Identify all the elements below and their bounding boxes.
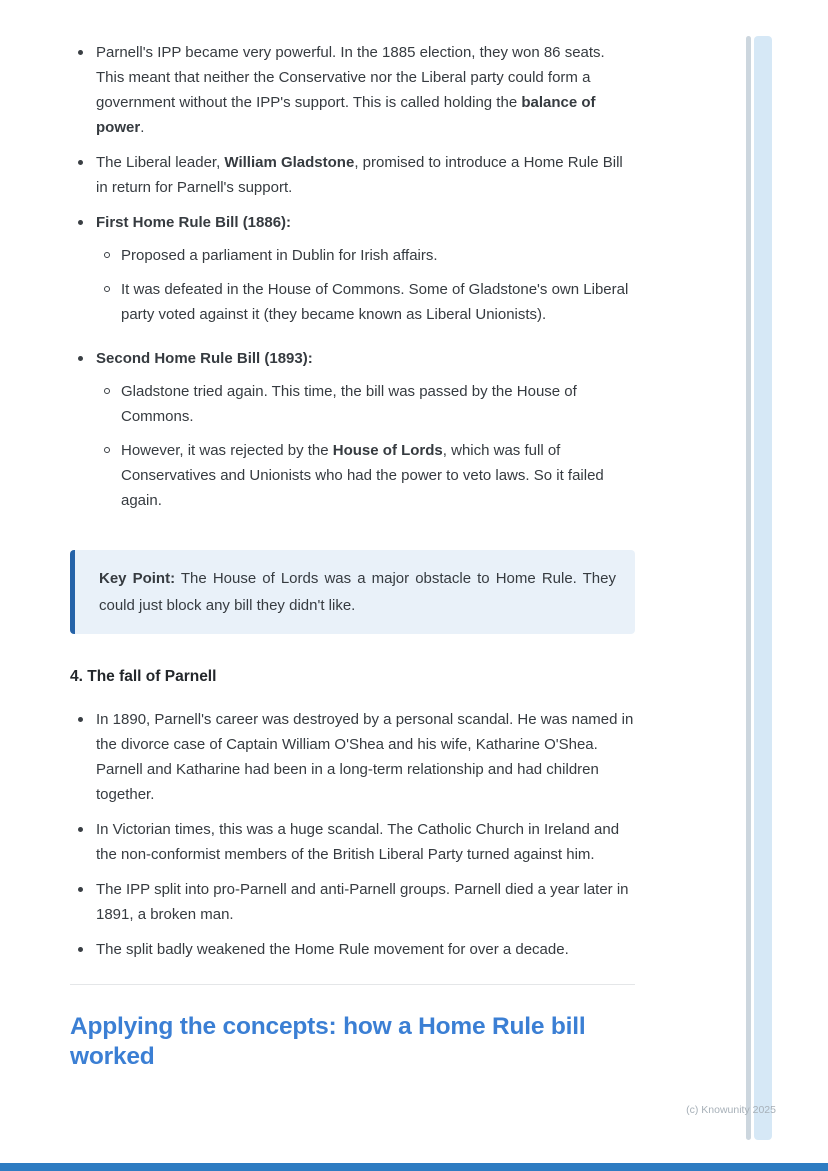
bold-text-run: William Gladstone [224, 154, 355, 171]
scrollbar-thumb[interactable] [746, 36, 751, 1140]
list-item-content [121, 379, 635, 429]
text-run: In 1890, Parnell's career was destroyed by a personal scandal. He was named in the divorce case of Captain William O'Shea and his wife, Katharine O'Shea. Parnell and Katharine had been in a long-term relationship and had children together. [96, 711, 634, 803]
list-item [104, 379, 635, 429]
list-item-text [121, 277, 635, 327]
section-heading-fall-of-parnell: 4. The fall of Parnell [70, 668, 217, 685]
bullet-disc-icon [78, 887, 83, 892]
list-item [78, 707, 635, 807]
watermark: (c) Knowunity 2025 [686, 1104, 776, 1116]
key-point-callout [70, 550, 635, 634]
list-item-text [96, 937, 635, 962]
list-item-text [96, 40, 635, 140]
list-item-text [96, 707, 635, 807]
bullet-circle-icon [104, 447, 110, 453]
text-run: It was defeated in the House of Commons. Some of Gladstone's own Liberal party voted against it (they became known as Liberal Unionists). [121, 281, 629, 323]
list-item [104, 243, 635, 268]
list-item-content [96, 40, 635, 140]
bold-text-run: Second Home Rule Bill (1893): [96, 350, 313, 367]
text-run: The Liberal leader, [96, 154, 225, 171]
list-item-content [96, 346, 635, 522]
list-item-content [96, 210, 635, 336]
list-item [104, 277, 635, 327]
list-item-text [121, 438, 635, 513]
bullet-disc-icon [78, 827, 83, 832]
list-item-text [96, 346, 635, 371]
text-run: However, it was rejected by the [121, 442, 333, 459]
bullet-circle-icon [104, 286, 110, 292]
bullet-list-home-rule [70, 40, 635, 522]
list-item-text [121, 243, 635, 268]
list-item-content [121, 277, 635, 327]
list-item [78, 877, 635, 927]
list-item [78, 150, 635, 200]
text-run: Parnell's IPP became very powerful. In the 1885 election, they won 86 seats. This meant that neither the Conservative nor the Liberal party could form a government without the IPP's support. This is called holding the [96, 44, 605, 111]
text-run: . [140, 119, 145, 136]
page-edge-strip [754, 36, 772, 1140]
text-run: Gladstone tried again. This time, the bill was passed by the House of Commons. [121, 383, 577, 425]
list-item [78, 817, 635, 867]
list-item-content [96, 937, 635, 962]
bold-text-run: First Home Rule Bill (1886): [96, 214, 292, 231]
list-item-content [121, 243, 635, 268]
text-run: The House of Lords was a major obstacle to Home Rule. They could just block any bill they didn't like. [99, 570, 616, 614]
list-item-content [96, 817, 635, 867]
list-item [104, 438, 635, 513]
bold-text-run: House of Lords [332, 442, 443, 459]
text-run: Proposed a parliament in Dublin for Irish affairs. [121, 247, 438, 264]
sub-bullet-list [104, 243, 635, 327]
bold-text-run: Key Point: [99, 570, 176, 587]
list-item-content [96, 150, 635, 200]
list-item-content [96, 877, 635, 927]
text-run: The split badly weakened the Home Rule movement for over a decade. [96, 941, 569, 958]
sub-bullet-list [104, 379, 635, 513]
list-item-text [96, 150, 635, 200]
bottom-accent-bar [0, 1163, 828, 1171]
bullet-disc-icon [78, 947, 83, 952]
bullet-disc-icon [78, 356, 83, 361]
bullet-disc-icon [78, 160, 83, 165]
text-run: In Victorian times, this was a huge scandal. The Catholic Church in Ireland and the non-conformist members of the British Liberal Party turned against him. [96, 821, 620, 863]
text-run: , which was full of Conservatives and Unionists who had the power to veto laws. So it failed again. [121, 442, 604, 509]
list-item [78, 40, 635, 140]
bullet-circle-icon [104, 388, 110, 394]
list-item [78, 346, 635, 522]
bullet-circle-icon [104, 252, 110, 258]
bold-text-run: balance of power [96, 94, 596, 136]
list-item-content [121, 438, 635, 513]
list-item-text [96, 817, 635, 867]
list-item [78, 210, 635, 336]
list-item-content [96, 707, 635, 807]
list-item [78, 937, 635, 962]
list-item-text [96, 877, 635, 927]
bullet-disc-icon [78, 717, 83, 722]
bullet-disc-icon [78, 220, 83, 225]
text-run: , promised to introduce a Home Rule Bill in return for Parnell's support. [96, 154, 623, 196]
bullet-disc-icon [78, 50, 83, 55]
heading-applying-concepts: Applying the concepts: how a Home Rule bill worked [70, 1013, 586, 1070]
text-run: The IPP split into pro-Parnell and anti-Parnell groups. Parnell died a year later in 1891, a broken man. [96, 881, 629, 923]
document-content [70, 40, 635, 1072]
list-item-text [96, 210, 635, 235]
list-item-text [121, 379, 635, 429]
section-divider [70, 984, 635, 985]
bullet-list-fall-of-parnell [70, 707, 635, 962]
